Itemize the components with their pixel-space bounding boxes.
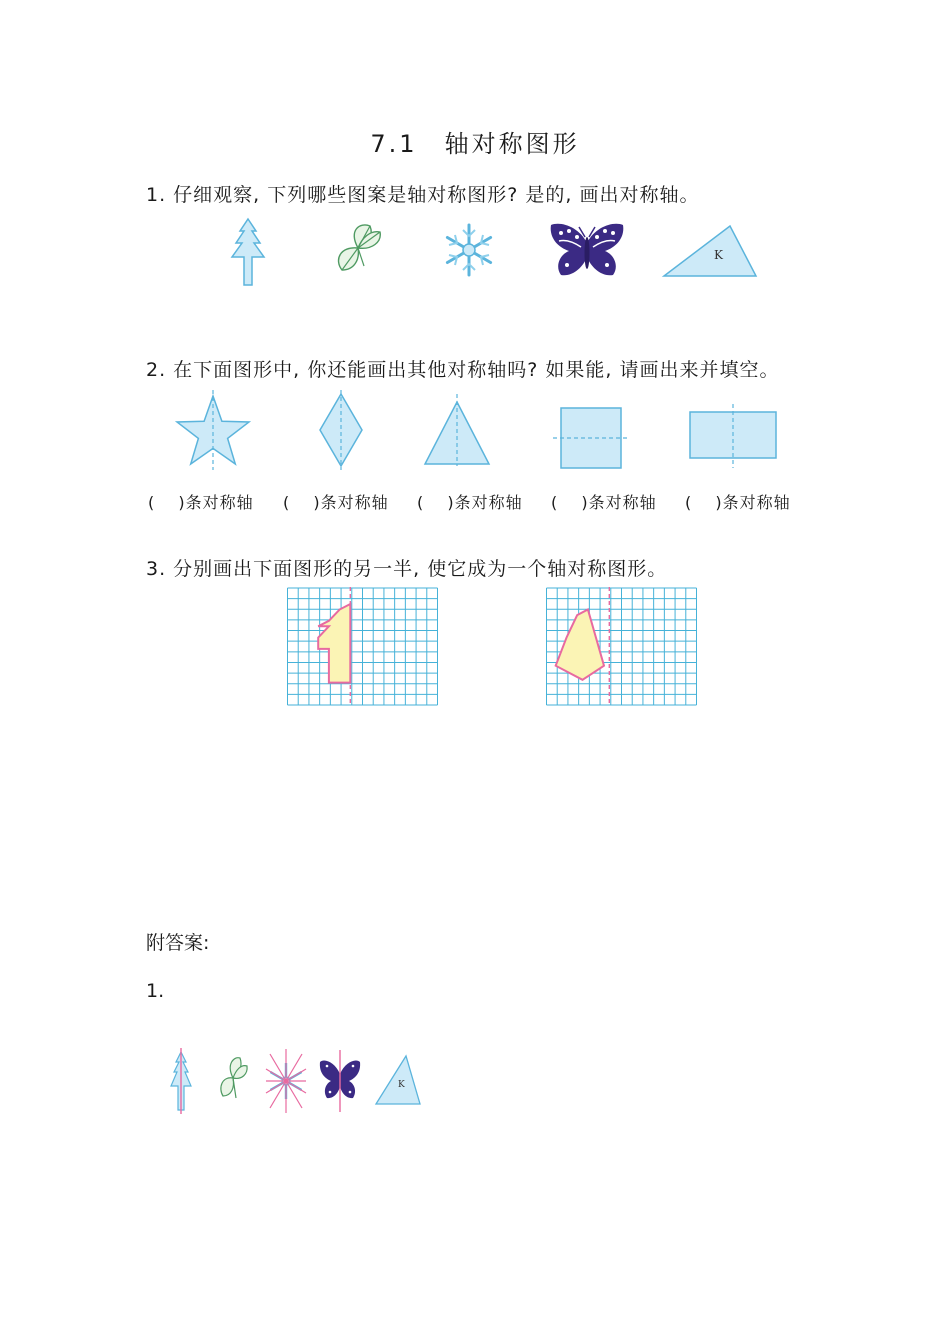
axis-count-blank-5: ( )条对称轴 [685,493,791,512]
answer-butterfly-icon [318,1048,362,1114]
triangle-label: K [714,248,723,262]
answer-leaf-icon [216,1054,250,1104]
tree-icon [226,217,270,287]
answer-tree-icon [168,1048,194,1114]
answer-heading: 附答案: [146,932,210,954]
question-2: 2. 在下面图形中, 你还能画出其他对称轴吗? 如果能, 请画出来并填空。 [146,359,780,381]
grid-1 [286,587,439,706]
snowflake-icon [440,221,498,279]
star-shape [174,390,252,472]
triangle-k-shape [662,224,758,278]
grid-2 [545,587,698,706]
square-shape [553,404,629,472]
axis-count-blank-2: ( )条对称轴 [283,493,389,512]
answer-snowflake-icon [264,1048,308,1114]
leaf-icon [330,220,386,276]
question-1: 1. 仔细观察, 下列哪些图案是轴对称图形? 是的, 画出对称轴。 [146,184,700,206]
rectangle-shape [687,404,779,470]
axis-count-blank-3: ( )条对称轴 [417,493,523,512]
butterfly-icon [547,221,627,281]
rhombus-shape [314,390,368,472]
answer-triangle-label: K [398,1080,405,1090]
question-3: 3. 分别画出下面图形的另一半, 使它成为一个轴对称图形。 [146,558,668,580]
axis-count-blank-1: ( )条对称轴 [148,493,254,512]
axis-count-blank-4: ( )条对称轴 [551,493,657,512]
answer-1-label: 1. [146,980,165,1002]
page-title: 7.1 轴对称图形 [370,130,580,158]
equilateral-triangle-shape [423,392,491,468]
